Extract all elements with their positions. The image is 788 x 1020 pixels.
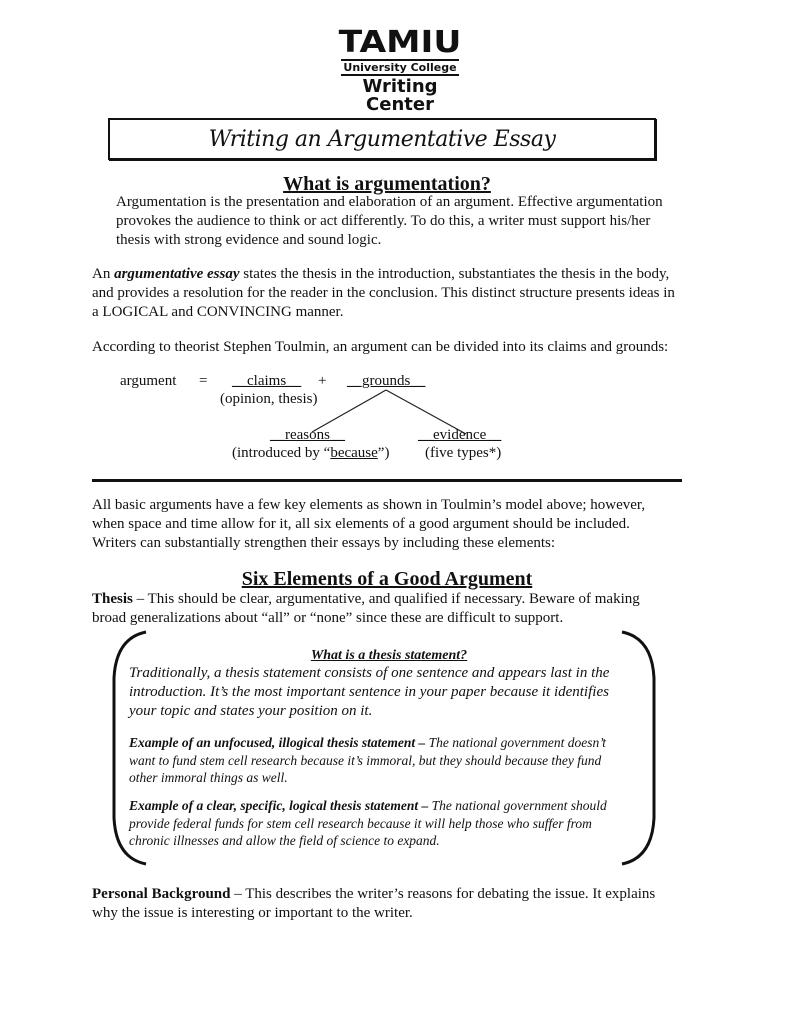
diagram-claims-sub: (opinion, thesis) bbox=[220, 391, 318, 407]
text-line: Argumentation is the presentation and elaboration of an argument. Effective argumentation bbox=[116, 194, 663, 210]
logo-university-college: University College bbox=[343, 61, 457, 74]
logo-writing: Writing bbox=[362, 76, 438, 97]
diagram-reasons-sub: (introduced by “because”) bbox=[232, 445, 390, 461]
text-line: when space and time allow for it, all six elements of a good argument should be included. bbox=[92, 516, 630, 532]
thesis-paragraph: Thesis – This should be clear, argumentative, and qualified if necessary. Beware of making broad generalizations about “all” or “none” since these are difficult to support. bbox=[92, 590, 732, 628]
example-unfocused: Example of an unfocused, illogical thesis statement – The national government doesn’t want to fund stem cell research because it’s immoral, but they should because they fund other immoral things as well. bbox=[129, 734, 669, 787]
term-argumentative-essay: argumentative essay bbox=[114, 266, 240, 282]
label-personal-background: Personal Background bbox=[92, 886, 231, 902]
text-line: provokes the audience to think or act differently. To do this, a writer must support his/her bbox=[116, 213, 651, 229]
diagram-branch-lines bbox=[0, 0, 788, 480]
diagram-evidence-sub: (five types*) bbox=[425, 445, 502, 461]
logo-center: Center bbox=[366, 94, 434, 115]
toulmin-diagram bbox=[0, 0, 788, 480]
text-line: other immoral things as well. bbox=[129, 770, 288, 785]
document-title: Writing an Argumentative Essay bbox=[208, 126, 556, 152]
text-line: your topic and states your position on it. bbox=[129, 703, 373, 719]
horizontal-divider bbox=[92, 479, 682, 482]
logo-tamiu: TAMIU bbox=[338, 25, 462, 60]
text-line: Traditionally, a thesis statement consists of one sentence and appears last in the bbox=[129, 665, 610, 681]
text-line: thesis with strong evidence and sound logic. bbox=[116, 232, 382, 248]
label-clear-example: Example of a clear, specific, logical thesis statement – bbox=[129, 798, 429, 813]
diagram-reasons: __reasons__ bbox=[270, 427, 345, 443]
heading-what-is-argumentation: What is argumentation? bbox=[283, 173, 491, 195]
text-line: and provides a resolution for the reader in the conclusion. This distinct structure presents ideas in bbox=[92, 285, 675, 301]
text-line: want to fund stem cell research because it’s immoral, but they should because they fund bbox=[129, 752, 602, 768]
personal-background-paragraph: Personal Background – This describes the writer’s reasons for debating the issue. It explains why the issue is interesting or important to the writer. bbox=[92, 885, 732, 923]
text-line: provide federal funds for stem cell research because it will help those who suffer from bbox=[129, 815, 592, 831]
callout-heading: What is a thesis statement? bbox=[310, 648, 468, 663]
callout-definition bbox=[129, 664, 669, 721]
toulmin-intro: According to theorist Stephen Toulmin, an argument can be divided into its claims and grounds: bbox=[92, 339, 669, 355]
heading-six-elements: Six Elements of a Good Argument bbox=[241, 568, 533, 590]
diagram-equals: = bbox=[199, 373, 208, 389]
label-unfocused-example: Example of an unfocused, illogical thesis statement – bbox=[129, 735, 426, 750]
diagram-grounds: __grounds__ bbox=[347, 373, 426, 389]
argumentative-essay-paragraph: An argumentative essay states the thesis in the introduction, substantiates the thesis in the body, and provides a resolution for the reader in the conclusion. This distinct structure presents ideas in a LOGICAL and CONVINCING manner. bbox=[92, 265, 732, 322]
text-line: chronic illnesses and allow the field of science to expand. bbox=[129, 833, 440, 848]
diagram-evidence: __evidence__ bbox=[418, 427, 502, 443]
text-line: Writers can substantially strengthen their essays by including these elements: bbox=[92, 535, 556, 551]
text-line: why the issue is interesting or important to the writer. bbox=[92, 905, 413, 921]
key-elements-paragraph bbox=[92, 496, 732, 553]
text-line: introduction. It’s the most important sentence in your paper because it identifies bbox=[129, 684, 609, 700]
label-thesis: Thesis bbox=[92, 591, 133, 607]
diagram-claims: __claims__ bbox=[232, 373, 302, 389]
text-line: broad generalizations about “all” or “none” since these are difficult to support. bbox=[92, 610, 564, 626]
diagram-plus: + bbox=[318, 373, 327, 389]
diagram-argument: argument bbox=[120, 373, 177, 389]
text-line: a LOGICAL and CONVINCING manner. bbox=[92, 304, 344, 320]
text-line: All basic arguments have a few key elements as shown in Toulmin’s model above; however, bbox=[92, 497, 646, 513]
example-clear: Example of a clear, specific, logical thesis statement – The national government should provide federal funds for stem cell research because it will help those who suffer from chronic illnesses and allow the field of science to expand. bbox=[129, 797, 669, 850]
